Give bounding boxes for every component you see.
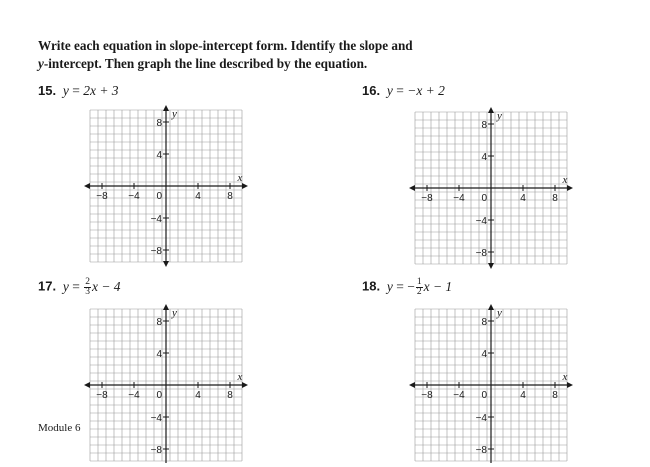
x-tick-label: 0 <box>156 390 162 401</box>
x-tick-label: −8 <box>96 191 108 202</box>
x-axis-arrow-right <box>242 183 248 189</box>
instructions <box>38 37 468 73</box>
x-tick-label: −8 <box>96 390 108 401</box>
x-axis-arrow-right <box>567 185 573 191</box>
problem-number: 18. <box>362 278 381 294</box>
problem-number: 15. <box>38 83 57 98</box>
y-tick-label: 4 <box>156 150 162 161</box>
coordinate-grid-15 <box>85 105 255 275</box>
x-tick-label: 4 <box>520 390 526 401</box>
x-axis-arrow-right <box>242 382 248 388</box>
y-axis-arrow-bottom <box>163 261 169 267</box>
x-tick-label: 8 <box>227 191 233 202</box>
problem-17: 17. y = $\frac{2}{3}$ x − 4 <box>38 277 121 297</box>
x-tick-label: −4 <box>453 193 465 204</box>
y-tick-label: −8 <box>475 445 487 456</box>
y-tick-label: −4 <box>475 413 487 424</box>
coordinate-grid-16 <box>410 110 580 275</box>
y-tick-label: −8 <box>150 445 162 456</box>
x-axis-arrow-left <box>84 382 90 388</box>
x-tick-label: −4 <box>128 191 140 202</box>
y-tick-label: 8 <box>481 317 487 328</box>
y-tick-label: −8 <box>475 248 487 259</box>
x-axis-arrow-left <box>409 185 415 191</box>
instructions-line-1: Write each equation in slope-intercept form. Identify the slope and <box>38 38 413 53</box>
y-axis-label: y <box>497 307 502 319</box>
x-tick-label: 4 <box>520 193 526 204</box>
x-tick-label: 4 <box>195 191 201 202</box>
y-axis-arrow-top <box>488 107 494 113</box>
x-axis-arrow-right <box>567 382 573 388</box>
y-tick-label: −4 <box>475 216 487 227</box>
coordinate-grid-18 <box>410 305 580 467</box>
fraction: $\frac{2}{3}$ <box>85 277 90 297</box>
module-label: Module 6 <box>38 422 81 434</box>
y-tick-label: 4 <box>481 152 487 163</box>
x-axis-arrow-left <box>84 183 90 189</box>
x-axis-label: x <box>562 174 568 186</box>
y-axis-arrow-top <box>163 105 169 111</box>
y-axis-label: y <box>497 110 502 122</box>
y-tick-label: −4 <box>150 214 162 225</box>
x-tick-label: 8 <box>552 193 558 204</box>
x-tick-label: 8 <box>227 390 233 401</box>
x-tick-label: 0 <box>481 193 487 204</box>
y-axis-label: y <box>172 108 177 120</box>
problem-15: 15. y = 2x + 3 <box>38 83 119 98</box>
y-axis-arrow-bottom <box>488 263 494 269</box>
y-tick-label: −8 <box>150 246 162 257</box>
x-axis-arrow-left <box>409 382 415 388</box>
y-tick-label: 8 <box>156 317 162 328</box>
x-tick-label: 0 <box>481 390 487 401</box>
y-tick-label: 4 <box>481 349 487 360</box>
problem-number: 16. <box>362 83 381 98</box>
instructions-line-2: y-intercept. Then graph the line described by the equation. <box>38 56 368 71</box>
x-axis-label: x <box>237 172 243 184</box>
y-tick-label: −4 <box>150 413 162 424</box>
problem-number: 17. <box>38 278 57 294</box>
y-axis-arrow-top <box>163 304 169 310</box>
x-tick-label: −4 <box>453 390 465 401</box>
problem-16: 16. y = −x + 2 <box>362 83 445 98</box>
y-axis-label: y <box>172 307 177 319</box>
x-tick-label: 8 <box>552 390 558 401</box>
y-tick-label: 4 <box>156 349 162 360</box>
x-axis-label: x <box>562 371 568 383</box>
y-axis-arrow-top <box>488 304 494 310</box>
x-tick-label: −8 <box>421 193 433 204</box>
x-axis-label: x <box>237 371 243 383</box>
problem-18: 18. y = − $\frac{1}{2}$ x − 1 <box>362 277 453 297</box>
coordinate-grid-17 <box>85 305 255 467</box>
fraction: $\frac{1}{2}$ <box>416 277 422 297</box>
x-tick-label: −4 <box>128 390 140 401</box>
x-tick-label: −8 <box>421 390 433 401</box>
y-tick-label: 8 <box>481 120 487 131</box>
x-tick-label: 0 <box>156 191 162 202</box>
x-tick-label: 4 <box>195 390 201 401</box>
y-tick-label: 8 <box>156 118 162 129</box>
